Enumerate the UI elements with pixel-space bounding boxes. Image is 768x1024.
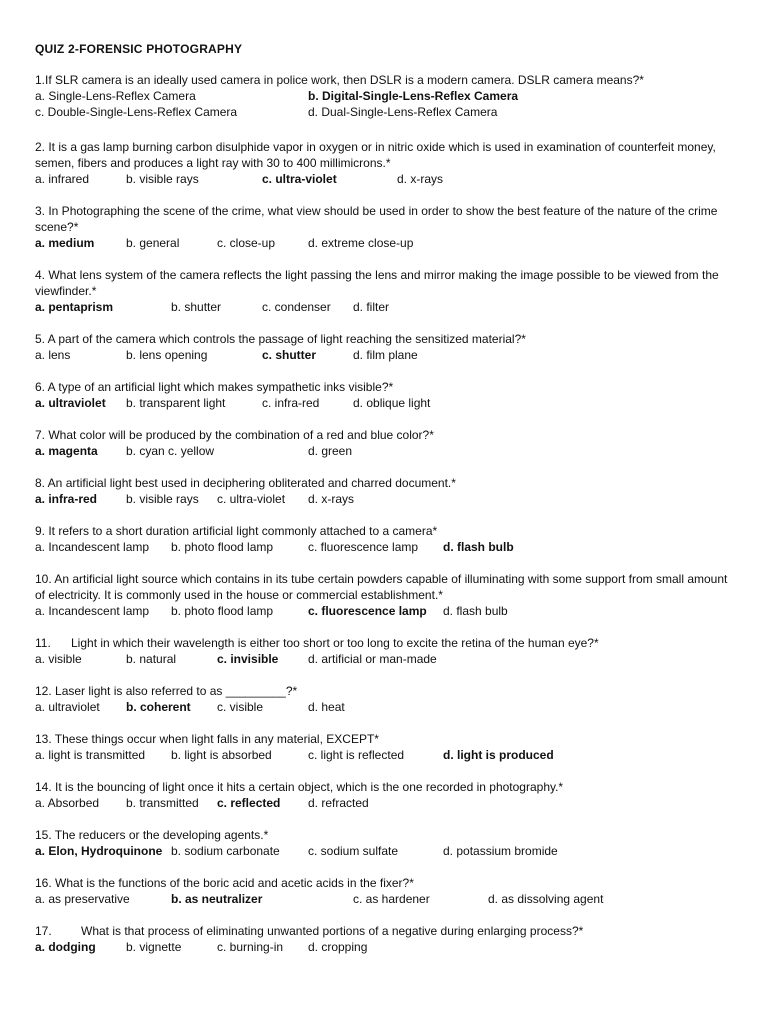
option: d. oblique light — [353, 396, 431, 410]
question-number: 11. — [35, 636, 51, 650]
answer-option: a. medium — [35, 236, 95, 250]
option: c. fluorescence lamp — [308, 540, 419, 554]
option: c. ultra-violet — [217, 492, 286, 506]
option: d. potassium bromide — [443, 844, 558, 858]
question-number: 17. — [35, 924, 52, 938]
question-text: 14. It is the bouncing of light once it hits a certain object, which is the one recorded in photography.* — [35, 780, 564, 794]
option-row — [35, 539, 740, 555]
option-row — [35, 699, 740, 715]
option: a. Incandescent lamp — [35, 604, 150, 618]
question-text: 13. These things occur when light falls in any material, EXCEPT* — [35, 732, 379, 746]
option: a. light is transmitted — [35, 748, 146, 762]
option-row — [35, 843, 740, 859]
option: a. infrared — [35, 172, 90, 186]
option: d. Dual-Single-Lens-Reflex Camera — [308, 105, 498, 119]
question-7 — [35, 427, 740, 459]
option: a. Single-Lens-Reflex Camera — [35, 89, 196, 103]
question-6 — [35, 379, 740, 411]
option: b. general — [126, 236, 180, 250]
answer-option: b. as neutralizer — [171, 892, 263, 906]
option: c. visible — [217, 700, 264, 714]
option: a. Absorbed — [35, 796, 100, 810]
option: d. as dissolving agent — [488, 892, 604, 906]
question-9 — [35, 523, 740, 555]
question-text: 16. What is the functions of the boric acid and acetic acids in the fixer?* — [35, 876, 414, 890]
question-text: 5. A part of the camera which controls the passage of light reaching the sensitized material?* — [35, 332, 526, 346]
option-row — [35, 104, 740, 120]
option: b. visible rays — [126, 492, 199, 506]
option: d. x-rays — [397, 172, 444, 186]
option-row — [35, 299, 740, 315]
answer-option: c. reflected — [217, 796, 281, 810]
answer-option: c. ultra-violet — [262, 172, 337, 186]
option-row — [35, 491, 740, 507]
question-5 — [35, 331, 740, 363]
option-row — [35, 795, 740, 811]
option-row — [35, 603, 730, 619]
question-text: 3. In Photographing the scene of the crime, what view should be used in order to show the best feature of the nature of the crime scene?* — [35, 204, 718, 234]
answer-option: a. Elon, Hydroquinone — [35, 844, 163, 858]
question-1 — [35, 72, 740, 120]
option: b. photo flood lamp — [171, 604, 274, 618]
option: c. Double-Single-Lens-Reflex Camera — [35, 105, 238, 119]
question-15 — [35, 827, 740, 859]
option: b. sodium carbonate — [171, 844, 280, 858]
question-14 — [35, 779, 740, 811]
answer-option: b. Digital-Single-Lens-Reflex Camera — [308, 89, 519, 103]
option: c. close-up — [217, 236, 276, 250]
answer-option: c. shutter — [262, 348, 317, 362]
option: b. natural — [126, 652, 177, 666]
option: a. Incandescent lamp — [35, 540, 150, 554]
question-text: 1.If SLR camera is an ideally used camera in police work, then DSLR is a modern camera. DSLR camera means?* — [35, 73, 644, 87]
option-row — [35, 235, 735, 251]
option: c. sodium sulfate — [308, 844, 399, 858]
option: d. artificial or man-made — [308, 652, 437, 666]
option: c. light is reflected — [308, 748, 405, 762]
option: d. extreme close-up — [308, 236, 414, 250]
answer-option: c. invisible — [217, 652, 279, 666]
question-16 — [35, 875, 740, 907]
question-stem: What is that process of eliminating unwanted portions of a negative during enlarging process?* — [81, 924, 584, 938]
question-text: 12. Laser light is also referred to as _________?* — [35, 684, 298, 698]
option-row — [35, 347, 740, 363]
answer-option: d. flash bulb — [443, 540, 514, 554]
option: b. lens opening — [126, 348, 208, 362]
option: d. film plane — [353, 348, 418, 362]
option: d. flash bulb — [443, 604, 508, 618]
option: b. visible rays — [126, 172, 199, 186]
option: c. burning-in — [217, 940, 284, 954]
answer-option: c. fluorescence lamp — [308, 604, 427, 618]
option: d. heat — [308, 700, 345, 714]
option: d. cropping — [308, 940, 368, 954]
option: c. as hardener — [353, 892, 430, 906]
option: b. shutter — [171, 300, 222, 314]
option: a. lens — [35, 348, 71, 362]
option-row — [35, 171, 735, 187]
question-text: 15. The reducers or the developing agents.* — [35, 828, 269, 842]
option-row — [35, 88, 740, 104]
question-text: 6. A type of an artificial light which makes sympathetic inks visible?* — [35, 380, 394, 394]
option: d. x-rays — [308, 492, 355, 506]
option-row — [35, 443, 740, 459]
option: c. condenser — [262, 300, 331, 314]
option-row — [35, 395, 740, 411]
question-text: 9. It refers to a short duration artificial light commonly attached to a camera* — [35, 524, 438, 538]
answer-option: b. coherent — [126, 700, 191, 714]
answer-option: a. ultraviolet — [35, 396, 106, 410]
answer-option: a. magenta — [35, 444, 98, 458]
option-row — [35, 939, 740, 955]
option-row — [35, 651, 740, 667]
option-row — [35, 747, 740, 763]
question-12 — [35, 683, 740, 715]
answer-option: d. light is produced — [443, 748, 554, 762]
option: d. filter — [353, 300, 390, 314]
question-8 — [35, 475, 740, 507]
option: b. cyan c. yellow — [126, 444, 215, 458]
question-text: 7. What color will be produced by the combination of a red and blue color?* — [35, 428, 434, 442]
answer-option: a. infra-red — [35, 492, 98, 506]
question-text: 2. It is a gas lamp burning carbon disulphide vapor in oxygen or in nitric oxide which is used in examination of counterfeit money, semen, fibers and produces a light ray with 30 to 400 millimicrons.* — [35, 140, 716, 170]
question-text — [35, 635, 740, 651]
question-text: 10. An artificial light source which contains in its tube certain powders capable of illuminating with some support from small amount of electricity. It is commonly used in the house or commercial establishment.* — [35, 572, 728, 602]
option: b. light is absorbed — [171, 748, 272, 762]
option: b. transmitted — [126, 796, 199, 810]
option: b. transparent light — [126, 396, 226, 410]
page-title: QUIZ 2-FORENSIC PHOTOGRAPHY — [35, 42, 243, 56]
question-17 — [35, 923, 740, 955]
option: b. photo flood lamp — [171, 540, 274, 554]
option: a. ultraviolet — [35, 700, 100, 714]
question-2 — [35, 139, 735, 187]
option: b. vignette — [126, 940, 182, 954]
option-row — [35, 891, 740, 907]
option: a. visible — [35, 652, 82, 666]
question-13 — [35, 731, 740, 763]
answer-option: a. pentaprism — [35, 300, 114, 314]
question-stem: Light in which their wavelength is either too short or too long to excite the retina of the human eye?* — [71, 636, 599, 650]
answer-option: a. dodging — [35, 940, 96, 954]
option: d. green — [308, 444, 353, 458]
question-4 — [35, 267, 740, 315]
question-10 — [35, 571, 730, 619]
question-11 — [35, 635, 740, 667]
question-text: 8. An artificial light best used in deciphering obliterated and charred document.* — [35, 476, 456, 490]
option: a. as preservative — [35, 892, 130, 906]
question-3 — [35, 203, 735, 251]
option: c. infra-red — [262, 396, 320, 410]
option: d. refracted — [308, 796, 369, 810]
question-text — [35, 923, 740, 939]
question-text: 4. What lens system of the camera reflects the light passing the lens and mirror making the image possible to be viewed from the viewfinder.* — [35, 268, 719, 298]
